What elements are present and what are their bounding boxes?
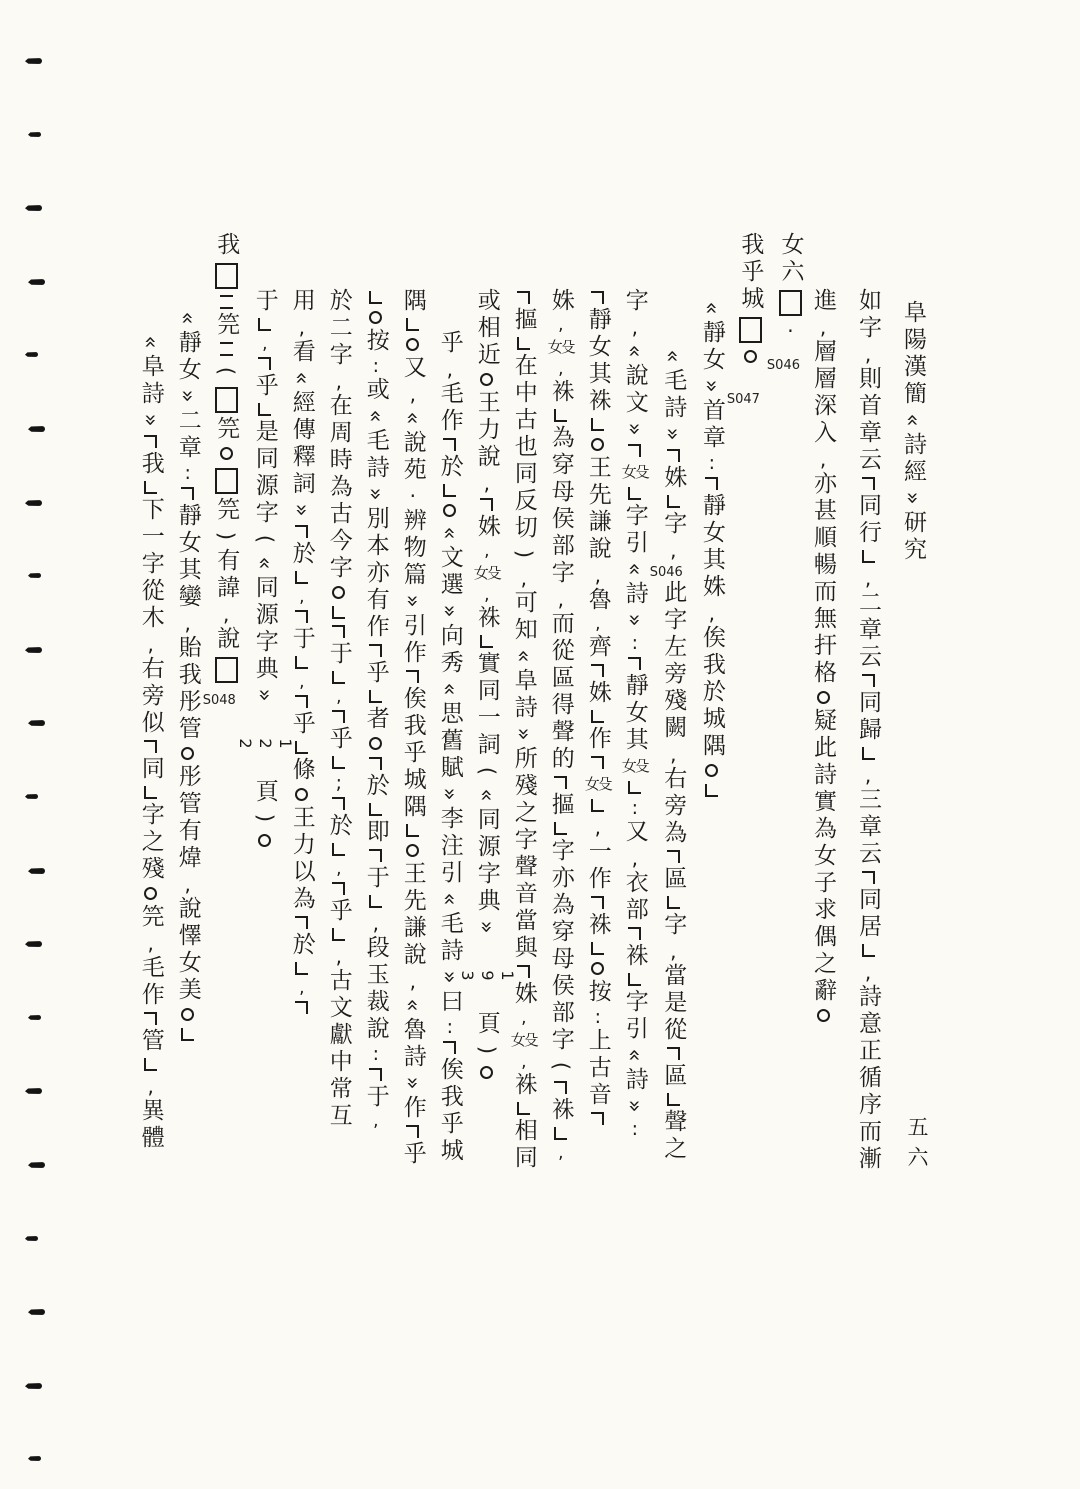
period-mark <box>705 764 718 777</box>
corner-bracket-open <box>295 916 308 929</box>
colon-mark: : <box>623 797 646 819</box>
corner-bracket-close <box>443 484 456 497</box>
corner-bracket-open <box>332 710 345 723</box>
commentary-line-5: 摳在中古也同反切),可知«阜詩»所殘之字聲音當與姝,女殳,袾相同 <box>509 232 539 1352</box>
colon-mark: : <box>438 1016 461 1038</box>
period-mark <box>369 311 382 324</box>
double-angle-open: « <box>901 408 925 432</box>
commentary-line-8: 隅又,«說苑·辨物篇»引作俟我乎城隅王先謙說,«魯詩»作乎 <box>399 288 426 1168</box>
double-angle-open: « <box>622 557 647 581</box>
commentary-line-11: 用,看«經傳釋詞»於,于,乎條王力以為於, <box>287 232 317 1352</box>
comma-mark: , <box>585 815 610 839</box>
corner-bracket-open <box>862 477 875 490</box>
page-number: 五六 <box>905 1116 929 1176</box>
corner-bracket-close <box>628 487 641 500</box>
binding-mark <box>25 352 38 357</box>
corner-bracket-close <box>667 1093 680 1106</box>
corner-bracket-close <box>295 571 308 584</box>
comma-mark: , <box>400 969 425 993</box>
corner-bracket-close <box>406 318 419 331</box>
double-angle-open: « <box>437 887 462 911</box>
corner-bracket-open <box>628 444 641 457</box>
corner-bracket-close <box>591 710 604 723</box>
double-angle-close: » <box>289 498 314 522</box>
corner-bracket-close <box>295 741 308 754</box>
binding-mark <box>25 1236 38 1241</box>
repetition-mark <box>220 342 233 356</box>
period-mark <box>258 834 271 847</box>
missing-char-box <box>779 290 802 316</box>
binding-mark <box>28 1015 41 1020</box>
corner-bracket-close <box>862 550 875 563</box>
corner-bracket-close <box>406 824 419 837</box>
period-mark <box>744 350 757 363</box>
binding-mark <box>28 132 41 137</box>
corner-bracket-close <box>181 1028 194 1041</box>
corner-bracket-open <box>406 670 419 683</box>
corner-bracket-open <box>332 882 345 895</box>
comma-mark: , <box>856 960 880 984</box>
colon-mark: : <box>700 452 723 474</box>
corner-bracket-open <box>591 664 604 677</box>
corner-bracket-close <box>295 962 308 975</box>
commentary-line-9: 按:或«毛詩»別本亦有作乎者於即于,段玉裁說:于, <box>361 232 391 1352</box>
double-angle-close: » <box>661 422 686 446</box>
body-line-2: 進,層層深入,亦甚順暢而無扞格疑此詩實為女子求偶之辭 <box>808 232 838 1352</box>
corner-bracket-close <box>332 928 345 941</box>
corner-bracket-close <box>554 822 567 835</box>
double-angle-close: » <box>175 384 200 408</box>
commentary-line-6: 或相近王力說,姝,女殳,袾實同一詞(«同源字典»193頁) <box>472 232 502 1352</box>
binding-mark <box>25 647 42 653</box>
double-angle-open: « <box>363 404 388 428</box>
comma-mark: , <box>138 931 163 955</box>
binding-mark <box>25 1088 42 1094</box>
commentary-line-12: 于,乎是同源字(«同源字典»122頁) <box>250 232 280 1352</box>
corner-bracket-open <box>332 625 345 638</box>
corner-bracket-open <box>517 965 530 978</box>
slip-transcription-s048: 我笎(笎笎)有諱,說S048 <box>202 232 240 708</box>
double-angle-close: » <box>437 965 462 989</box>
period-mark <box>181 1008 194 1021</box>
period-mark <box>480 373 493 386</box>
paren-close: ) <box>474 1038 499 1062</box>
corner-bracket-open <box>667 850 680 863</box>
binding-mark <box>28 720 45 726</box>
header-title: 阜陽漢簡«詩經»研究 <box>900 300 926 564</box>
quote-jingnv-second-stanza: «靜女»二章:靜女其孌,貽我彤管彤管有煒,說懌女美 <box>173 232 203 1352</box>
corner-bracket-open <box>628 657 641 670</box>
binding-mark <box>25 941 42 947</box>
corner-bracket-open <box>369 757 382 770</box>
corner-bracket-close <box>295 656 308 669</box>
comma-mark: , <box>326 944 351 968</box>
middle-dot: · <box>778 319 803 343</box>
double-angle-open: « <box>289 366 314 390</box>
commentary-line-3: 靜女其袾王先謙說,魯,齊姝作女殳,一作袾按:上古音 <box>583 232 613 1352</box>
commentary-line-13: «阜詩»我下一字從木,右旁似同字之殘笎,毛作管,異體 <box>137 330 164 1152</box>
double-angle-open: « <box>661 344 686 368</box>
double-angle-open: « <box>175 306 200 330</box>
slip-number-label: S047 <box>726 392 760 407</box>
double-angle-close: » <box>437 782 462 806</box>
double-angle-close: » <box>400 589 425 613</box>
period-mark <box>181 747 194 760</box>
comma-mark: , <box>622 315 647 339</box>
period-mark <box>220 447 233 460</box>
comma-mark: , <box>661 939 686 963</box>
period-mark <box>369 737 382 750</box>
comma-mark: , <box>474 471 499 495</box>
double-angle-open: « <box>511 644 536 668</box>
comma-mark: , <box>699 601 724 625</box>
corner-bracket-close <box>332 606 345 619</box>
corner-bracket-close <box>554 409 567 422</box>
corner-bracket-open <box>480 498 493 511</box>
corner-bracket-open <box>295 610 308 623</box>
corner-bracket-open <box>443 438 456 451</box>
period-mark <box>591 438 604 451</box>
slip-transcription-s046: 女六·S046 <box>766 232 804 373</box>
missing-char-box <box>215 657 238 683</box>
paren-close: ) <box>214 524 239 548</box>
corner-bracket-close <box>332 756 345 769</box>
corner-bracket-close <box>258 318 271 331</box>
corner-bracket-open <box>332 797 345 810</box>
paren-open: ( <box>474 759 499 783</box>
comma-mark: , <box>400 382 425 406</box>
semicolon-mark: ; <box>327 772 350 794</box>
corner-bracket-open <box>406 1125 419 1138</box>
comma-mark: , <box>214 602 239 626</box>
composed-char-nu-shu: 女殳 <box>584 775 611 793</box>
pause-mark: , <box>513 1008 534 1028</box>
double-angle-close: » <box>138 408 163 432</box>
colon-mark: : <box>586 1006 609 1028</box>
period-mark <box>817 1009 830 1022</box>
double-angle-open: « <box>437 677 462 701</box>
colon-mark: : <box>364 1043 387 1065</box>
comma-mark: , <box>661 742 686 766</box>
double-angle-close: » <box>511 722 536 746</box>
corner-bracket-open <box>667 1047 680 1060</box>
double-angle-close: » <box>622 417 647 441</box>
colon-mark: : <box>176 462 199 484</box>
composed-char-nu-shu: 女殳 <box>473 564 500 582</box>
missing-char-box <box>215 263 238 289</box>
corner-bracket-open <box>144 1012 157 1025</box>
pause-mark: , <box>476 585 497 605</box>
pause-mark: , <box>550 359 571 379</box>
corner-bracket-close <box>591 418 604 431</box>
corner-bracket-close <box>144 1058 157 1071</box>
paren-close: ) <box>511 542 536 566</box>
period-mark <box>591 962 604 975</box>
period-mark <box>295 788 308 801</box>
corner-bracket-close <box>591 799 604 812</box>
corner-bracket-open <box>144 435 157 448</box>
composed-char-nu-shu: 女殳 <box>510 1031 537 1049</box>
composed-char-nu-shu: 女殳 <box>621 463 648 481</box>
corner-bracket-open <box>295 1001 308 1014</box>
pause-mark: , <box>328 859 349 879</box>
double-angle-close: » <box>252 683 277 707</box>
paren-open: ( <box>548 1054 573 1078</box>
comma-mark: , <box>661 538 686 562</box>
double-angle-close: » <box>622 608 647 632</box>
double-angle-open: « <box>622 1043 647 1067</box>
comma-mark: , <box>811 315 835 339</box>
double-angle-open: « <box>252 551 277 575</box>
comma-mark: , <box>511 566 536 590</box>
binding-mark <box>28 1456 41 1461</box>
text-block <box>129 232 928 1352</box>
corner-bracket-close <box>628 973 641 986</box>
binding-mark <box>25 794 38 799</box>
corner-bracket-open <box>591 756 604 769</box>
commentary-line-2: 字,«說文»女殳字引«詩»:靜女其女殳:又,衣部袾字引«詩»: <box>621 288 648 1140</box>
middle-dot: · <box>400 484 425 508</box>
corner-bracket-open <box>554 1081 567 1094</box>
double-angle-open: « <box>699 296 724 320</box>
comma-mark: , <box>585 563 610 587</box>
slip-number-label: S046 <box>766 358 800 373</box>
colon-mark: : <box>364 355 387 377</box>
comma-mark: , <box>856 566 880 590</box>
corner-bracket-close <box>369 803 382 816</box>
comma-mark: , <box>548 587 573 611</box>
binding-mark <box>28 868 45 874</box>
corner-bracket-close <box>258 403 271 416</box>
corner-bracket-open <box>369 644 382 657</box>
corner-bracket-close <box>369 291 382 304</box>
corner-bracket-open <box>862 871 875 884</box>
slip-number-label: S048 <box>202 693 236 708</box>
binding-mark <box>28 1309 45 1315</box>
corner-bracket-open <box>369 849 382 862</box>
corner-bracket-open <box>591 291 604 304</box>
corner-bracket-close <box>628 781 641 794</box>
corner-bracket-close <box>144 481 157 494</box>
corner-bracket-close <box>862 944 875 957</box>
double-angle-open: « <box>400 406 425 430</box>
comma-mark: , <box>437 357 462 381</box>
missing-char-box <box>215 387 238 413</box>
corner-bracket-open <box>554 776 567 789</box>
period-mark <box>406 844 419 857</box>
double-angle-close: » <box>437 599 462 623</box>
slip-transcription-s047: 我乎城S047 <box>726 232 764 407</box>
page-ref-digits: 193 <box>456 966 517 985</box>
period-mark <box>817 691 830 704</box>
missing-char-box <box>739 317 762 343</box>
corner-bracket-close <box>369 895 382 908</box>
double-angle-close: » <box>474 915 499 939</box>
binding-mark <box>28 1162 45 1168</box>
comma-mark: , <box>856 342 880 366</box>
paren-open: ( <box>214 359 239 383</box>
pause-mark: , <box>291 587 312 607</box>
pause-mark: , <box>365 1111 386 1131</box>
double-angle-open: « <box>138 330 163 354</box>
quote-jingnv-first-stanza: «靜女»首章:靜女其姝,俟我於城隅 <box>697 232 727 1352</box>
comma-mark: , <box>138 632 163 656</box>
comma-mark: , <box>175 611 200 635</box>
double-angle-close: » <box>622 1094 647 1118</box>
double-angle-close: » <box>699 374 724 398</box>
corner-bracket-open <box>591 896 604 909</box>
corner-bracket-close <box>480 635 493 648</box>
double-angle-close: » <box>901 486 925 510</box>
corner-bracket-open <box>181 487 194 500</box>
binding-mark <box>28 573 41 578</box>
binding-mark <box>28 426 45 432</box>
comma-mark: , <box>622 846 647 870</box>
binding-mark <box>25 58 42 64</box>
colon-mark: : <box>623 1118 646 1140</box>
page-ref-digits: 122 <box>234 734 295 753</box>
pause-mark: , <box>476 541 497 561</box>
comma-mark: , <box>326 369 351 393</box>
comma-mark: , <box>175 872 200 896</box>
period-mark <box>406 338 419 351</box>
commentary-line-1: «毛詩»姝字,S046此字左旁殘闕,右旁為區字,當是從區聲之 <box>649 344 687 1163</box>
colon-mark: : <box>623 632 646 654</box>
corner-bracket-open <box>295 695 308 708</box>
corner-bracket-open <box>144 740 157 753</box>
comma-mark: , <box>138 1074 163 1098</box>
corner-bracket-close <box>667 495 680 508</box>
comma-mark: , <box>289 315 314 339</box>
corner-bracket-close <box>554 1127 567 1140</box>
corner-bracket-close <box>591 942 604 955</box>
corner-bracket-open <box>443 1041 456 1054</box>
paren-close: ) <box>252 806 277 830</box>
corner-bracket-close <box>332 843 345 856</box>
period-mark <box>332 586 345 599</box>
double-angle-open: « <box>437 521 462 545</box>
commentary-line-4: 姝,女殳,袾為穿母侯部字,而從區得聲的摳字亦為穿母侯部字(袾, <box>547 288 574 1163</box>
binding-mark <box>25 1383 42 1389</box>
commentary-line-7: 乎,毛作於«文選»向秀«思舊賦»李注引«毛詩»曰:俟我乎城 <box>436 330 463 1165</box>
binding-mark <box>25 500 42 506</box>
body-line-1: 如字,則首章云同行,二章云同歸,三章云同居,詩意正循序而漸 <box>855 288 881 1173</box>
corner-bracket-open <box>369 1068 382 1081</box>
corner-bracket-close <box>144 786 157 799</box>
binding-mark <box>28 279 45 285</box>
corner-bracket-close <box>862 747 875 760</box>
pause-mark: , <box>550 315 571 335</box>
slip-number-label: S046 <box>649 565 683 580</box>
corner-bracket-close <box>332 671 345 684</box>
corner-bracket-close <box>369 690 382 703</box>
corner-bracket-open <box>591 1112 604 1125</box>
missing-char-box <box>215 468 238 494</box>
pause-mark: , <box>328 687 349 707</box>
paren-open: ( <box>252 527 277 551</box>
double-angle-close: » <box>363 482 388 506</box>
composed-char-nu-shu: 女殳 <box>547 338 574 356</box>
comma-mark: , <box>363 911 388 935</box>
comma-mark: , <box>856 763 880 787</box>
pause-mark: , <box>587 614 608 634</box>
comma-mark: , <box>811 447 835 471</box>
corner-bracket-close <box>667 896 680 909</box>
corner-bracket-close <box>705 784 718 797</box>
corner-bracket-open <box>862 674 875 687</box>
corner-bracket-open <box>258 357 271 370</box>
corner-bracket-open <box>295 525 308 538</box>
commentary-line-10: 於二字,在周時為古今字于,乎;於,乎,古文獻中常互 <box>325 288 352 1130</box>
period-mark <box>443 504 456 517</box>
pause-mark: , <box>254 334 275 354</box>
period-mark <box>144 887 157 900</box>
double-angle-close: » <box>400 1071 425 1095</box>
corner-bracket-open <box>705 477 718 490</box>
composed-char-nu-shu: 女殳 <box>621 757 648 775</box>
double-angle-open: « <box>622 339 647 363</box>
period-mark <box>480 1066 493 1079</box>
corner-bracket-open <box>667 449 680 462</box>
pause-mark: , <box>550 1143 571 1163</box>
pause-mark: , <box>513 1052 534 1072</box>
pause-mark: , <box>291 672 312 692</box>
double-angle-open: « <box>400 993 425 1017</box>
binding-mark <box>25 205 42 211</box>
corner-bracket-close <box>517 337 530 350</box>
corner-bracket-open <box>628 927 641 940</box>
repetition-mark <box>220 295 233 309</box>
pause-mark: , <box>291 978 312 998</box>
double-angle-open: « <box>474 783 499 807</box>
corner-bracket-open <box>517 291 530 304</box>
corner-bracket-close <box>517 1102 530 1115</box>
